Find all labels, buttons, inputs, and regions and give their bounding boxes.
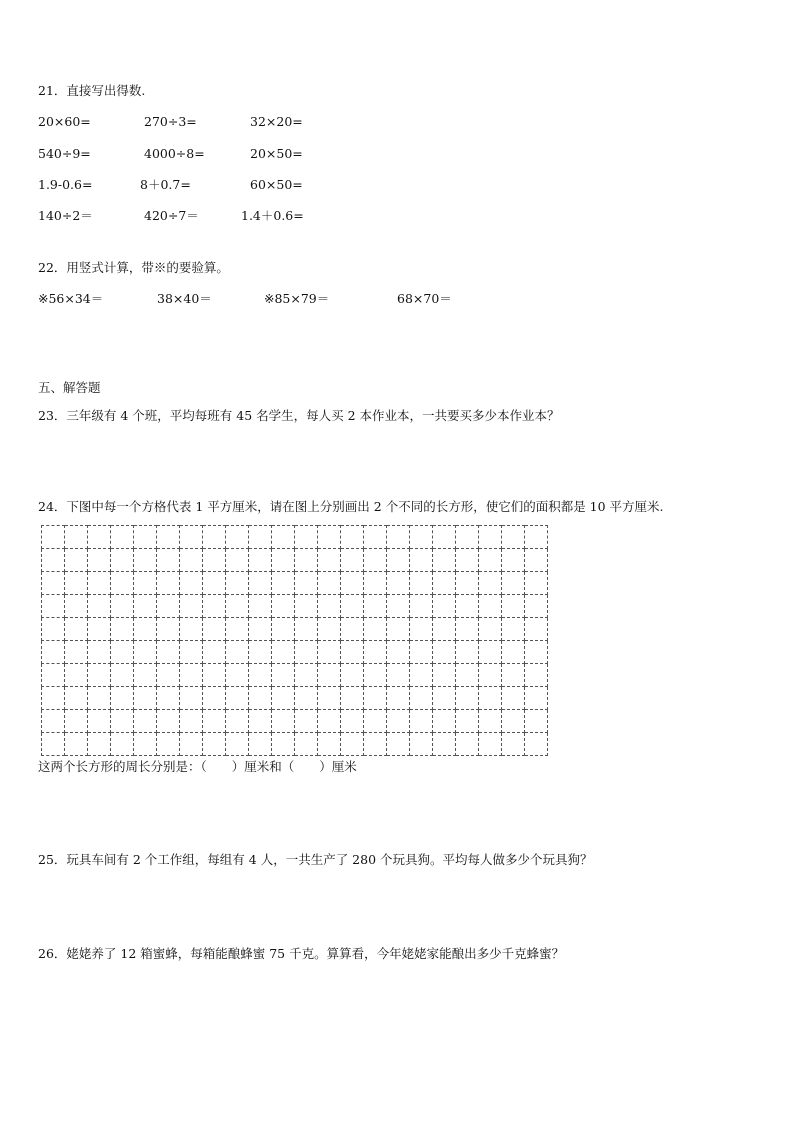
grid-cell[interactable] [318,664,341,687]
q25-text: 25．玩具车间有 2 个工作组，每组有 4 人，一共生产了 280 个玩具狗。平均每人做多少个玩具狗？ [38,852,593,867]
grid-cell[interactable] [295,572,318,595]
q22-item3: ※85×79＝ [264,291,330,306]
grid-cell[interactable] [433,549,456,572]
grid-cell[interactable] [479,641,502,664]
grid-cell[interactable] [387,641,410,664]
grid-cell[interactable] [364,595,387,618]
grid-cell[interactable] [157,710,180,733]
grid-cell[interactable] [157,733,180,756]
grid-cell[interactable] [341,618,364,641]
grid-cell[interactable] [88,664,111,687]
grid-cell[interactable] [226,710,249,733]
q21-row2-item1: 540÷9= [38,146,91,161]
grid-row [42,595,548,618]
grid-cell[interactable] [134,710,157,733]
grid-cell[interactable] [180,618,203,641]
grid-cell[interactable] [502,595,525,618]
grid-cell[interactable] [88,549,111,572]
grid-cell[interactable] [387,618,410,641]
grid-cell[interactable] [364,618,387,641]
grid-cell[interactable] [180,595,203,618]
grid-cell[interactable] [157,687,180,710]
grid-cell[interactable] [525,687,548,710]
grid-cell[interactable] [88,526,111,549]
grid-cell[interactable] [456,618,479,641]
grid-cell[interactable] [318,526,341,549]
grid-cell[interactable] [203,687,226,710]
grid-cell[interactable] [134,641,157,664]
grid-cell[interactable] [502,572,525,595]
grid-cell[interactable] [88,687,111,710]
grid-cell[interactable] [410,526,433,549]
grid-cell[interactable] [42,664,65,687]
grid-cell[interactable] [433,733,456,756]
grid-cell[interactable] [479,618,502,641]
grid-cell[interactable] [433,687,456,710]
grid-cell[interactable] [157,549,180,572]
grid-row [42,687,548,710]
grid-cell[interactable] [479,687,502,710]
grid-cell[interactable] [226,595,249,618]
grid-cell[interactable] [341,572,364,595]
grid-cell[interactable] [456,710,479,733]
grid-cell[interactable] [65,687,88,710]
grid-cell[interactable] [318,572,341,595]
grid-cell[interactable] [525,549,548,572]
grid-cell[interactable] [111,595,134,618]
grid-cell[interactable] [203,733,226,756]
grid-cell[interactable] [318,618,341,641]
grid-cell[interactable] [433,595,456,618]
grid-cell[interactable] [387,687,410,710]
q26-text: 26．姥姥养了 12 箱蜜蜂，每箱能酿蜂蜜 75 千克。算算看，今年姥姥家能酿出多少千克蜂蜜？ [38,946,565,961]
grid-cell[interactable] [410,595,433,618]
grid-cell[interactable] [42,526,65,549]
grid-cell[interactable] [341,526,364,549]
square-grid[interactable] [41,525,548,756]
grid-cell[interactable] [387,549,410,572]
grid-cell[interactable] [249,549,272,572]
grid-cell[interactable] [410,572,433,595]
grid-cell[interactable] [111,549,134,572]
grid-cell[interactable] [341,664,364,687]
grid-cell[interactable] [249,710,272,733]
grid-cell[interactable] [502,733,525,756]
grid-cell[interactable] [456,733,479,756]
grid-cell[interactable] [111,526,134,549]
q21-row3-item2: 8＋0.7= [140,177,191,192]
grid-cell[interactable] [387,595,410,618]
grid-cell[interactable] [65,572,88,595]
grid-cell[interactable] [180,733,203,756]
grid-cell[interactable] [364,549,387,572]
grid-cell[interactable] [157,618,180,641]
grid-cell[interactable] [226,618,249,641]
grid-cell[interactable] [111,572,134,595]
grid-cell[interactable] [226,549,249,572]
grid-cell[interactable] [410,733,433,756]
q21-row1-item1: 20×60= [38,114,91,129]
q21-title: 21．直接写出得数. [38,83,146,98]
grid-cell[interactable] [364,733,387,756]
grid-cell[interactable] [42,641,65,664]
grid-cell[interactable] [318,733,341,756]
grid-cell[interactable] [226,526,249,549]
grid-row [42,618,548,641]
grid-cell[interactable] [111,710,134,733]
q22-title: 22．用竖式计算，带※的要验算。 [38,260,229,275]
grid-cell[interactable] [410,687,433,710]
grid-cell[interactable] [134,549,157,572]
grid-cell[interactable] [134,572,157,595]
grid-cell[interactable] [364,572,387,595]
grid-cell[interactable] [157,664,180,687]
grid-cell[interactable] [295,733,318,756]
grid-cell[interactable] [134,526,157,549]
grid-row [42,710,548,733]
grid-cell[interactable] [88,733,111,756]
grid-cell[interactable] [180,641,203,664]
grid-cell[interactable] [479,572,502,595]
grid-cell[interactable] [42,549,65,572]
grid-cell[interactable] [249,664,272,687]
grid-cell[interactable] [249,687,272,710]
grid-cell[interactable] [502,641,525,664]
grid-cell[interactable] [502,687,525,710]
grid-cell[interactable] [226,733,249,756]
q21-row1-item2: 270÷3= [144,114,197,129]
grid-cell[interactable] [295,549,318,572]
grid-cell[interactable] [525,572,548,595]
grid-cell[interactable] [111,733,134,756]
grid-cell[interactable] [65,733,88,756]
q24-text: 24．下图中每一个方格代表 1 平方厘米，请在图上分别画出 2 个不同的长方形，使它们的面积都是 10 平方厘米. [38,499,664,514]
grid-cell[interactable] [203,710,226,733]
grid-cell[interactable] [525,710,548,733]
q22-item4: 68×70＝ [397,291,452,306]
grid-cell[interactable] [88,572,111,595]
grid-cell[interactable] [180,526,203,549]
q24-answer-line: 这两个长方形的周长分别是：（ ）厘米和（ ）厘米 [38,759,357,774]
grid-row [42,526,548,549]
grid-cell[interactable] [134,687,157,710]
grid-cell[interactable] [456,641,479,664]
grid-cell[interactable] [180,664,203,687]
grid-cell[interactable] [88,641,111,664]
grid-cell[interactable] [295,641,318,664]
grid-cell[interactable] [502,549,525,572]
grid-cell[interactable] [341,710,364,733]
grid-cell[interactable] [65,618,88,641]
grid-cell[interactable] [525,733,548,756]
q21-row1-item3: 32×20= [250,114,303,129]
grid-cell[interactable] [364,526,387,549]
grid-cell[interactable] [249,641,272,664]
grid-cell[interactable] [364,710,387,733]
grid-cell[interactable] [157,572,180,595]
grid-cell[interactable] [525,641,548,664]
grid-cell[interactable] [88,710,111,733]
grid-cell[interactable] [456,687,479,710]
grid-cell[interactable] [318,641,341,664]
grid-cell[interactable] [410,549,433,572]
grid-cell[interactable] [364,664,387,687]
grid-cell[interactable] [433,641,456,664]
grid-cell[interactable] [341,549,364,572]
grid-cell[interactable] [249,572,272,595]
grid-cell[interactable] [272,641,295,664]
grid-cell[interactable] [157,526,180,549]
grid-row [42,641,548,664]
q23-text: 23．三年级有 4 个班，平均每班有 45 名学生，每人买 2 本作业本，一共要买多少本作业本？ [38,408,560,423]
q21-row4-item3: 1.4＋0.6= [241,208,304,223]
grid-cell[interactable] [295,664,318,687]
q22-item2: 38×40＝ [157,291,212,306]
grid-cell[interactable] [272,710,295,733]
q21-row2-item3: 20×50= [250,146,303,161]
grid-cell[interactable] [42,595,65,618]
grid-cell[interactable] [502,618,525,641]
grid-cell[interactable] [318,710,341,733]
grid-cell[interactable] [318,549,341,572]
grid-cell[interactable] [341,687,364,710]
grid-cell[interactable] [272,664,295,687]
grid-cell[interactable] [272,687,295,710]
grid-cell[interactable] [525,595,548,618]
grid-cell[interactable] [502,526,525,549]
grid-cell[interactable] [111,664,134,687]
grid-cell[interactable] [203,618,226,641]
grid-cell[interactable] [226,572,249,595]
grid-cell[interactable] [410,710,433,733]
q22-item1: ※56×34＝ [38,291,104,306]
grid-cell[interactable] [456,664,479,687]
grid-cell[interactable] [42,733,65,756]
grid-cell[interactable] [249,618,272,641]
grid-cell[interactable] [272,733,295,756]
q21-row2-item2: 4000÷8= [144,146,205,161]
grid-cell[interactable] [387,526,410,549]
grid-cell[interactable] [295,526,318,549]
grid-cell[interactable] [433,618,456,641]
grid-cell[interactable] [433,710,456,733]
grid-cell[interactable] [88,618,111,641]
grid-cell[interactable] [42,687,65,710]
grid-cell[interactable] [65,526,88,549]
grid-cell[interactable] [387,733,410,756]
grid-cell[interactable] [410,664,433,687]
q21-row3-item1: 1.9-0.6= [38,177,93,192]
grid-cell[interactable] [203,641,226,664]
grid-cell[interactable] [410,641,433,664]
grid-cell[interactable] [456,549,479,572]
grid-cell[interactable] [180,710,203,733]
grid-cell[interactable] [180,572,203,595]
grid-cell[interactable] [226,641,249,664]
grid-cell[interactable] [203,595,226,618]
grid-cell[interactable] [502,710,525,733]
grid-cell[interactable] [134,733,157,756]
grid-cell[interactable] [157,595,180,618]
grid-cell[interactable] [249,733,272,756]
grid-cell[interactable] [387,572,410,595]
grid-cell[interactable] [134,595,157,618]
grid-cell[interactable] [42,618,65,641]
grid-cell[interactable] [111,687,134,710]
grid-row [42,733,548,756]
q21-row3-item3: 60×50= [250,177,303,192]
grid-cell[interactable] [525,618,548,641]
grid-cell[interactable] [42,572,65,595]
grid-cell[interactable] [479,595,502,618]
grid-cell[interactable] [410,618,433,641]
grid-cell[interactable] [387,710,410,733]
grid-cell[interactable] [364,641,387,664]
grid-cell[interactable] [42,710,65,733]
grid-cell[interactable] [318,595,341,618]
grid-cell[interactable] [433,664,456,687]
grid-cell[interactable] [226,664,249,687]
grid-cell[interactable] [272,549,295,572]
grid-cell[interactable] [65,641,88,664]
grid-cell[interactable] [203,549,226,572]
grid-cell[interactable] [479,664,502,687]
grid-cell[interactable] [111,618,134,641]
grid-cell[interactable] [341,595,364,618]
grid-cell[interactable] [180,687,203,710]
grid-cell[interactable] [433,572,456,595]
grid-cell[interactable] [525,526,548,549]
grid-cell[interactable] [295,618,318,641]
grid-cell[interactable] [65,549,88,572]
grid-cell[interactable] [295,595,318,618]
grid-cell[interactable] [134,664,157,687]
grid-cell[interactable] [272,526,295,549]
grid-cell[interactable] [479,526,502,549]
grid-cell[interactable] [272,618,295,641]
grid-cell[interactable] [134,618,157,641]
grid-row [42,572,548,595]
q21-row4-item2: 420÷7＝ [144,208,199,223]
grid-cell[interactable] [525,664,548,687]
grid-cell[interactable] [456,526,479,549]
grid-cell[interactable] [456,572,479,595]
grid-cell[interactable] [111,641,134,664]
grid-cell[interactable] [456,595,479,618]
grid-cell[interactable] [479,549,502,572]
grid-cell[interactable] [226,687,249,710]
grid-cell[interactable] [203,572,226,595]
grid-cell[interactable] [295,687,318,710]
grid-cell[interactable] [479,710,502,733]
grid-row [42,664,548,687]
grid-cell[interactable] [65,595,88,618]
grid-cell[interactable] [249,526,272,549]
grid-cell[interactable] [295,710,318,733]
grid-row [42,549,548,572]
grid-cell[interactable] [203,526,226,549]
grid-cell[interactable] [203,664,226,687]
grid-cell[interactable] [249,595,272,618]
grid-cell[interactable] [88,595,111,618]
grid-cell[interactable] [341,733,364,756]
grid-cell[interactable] [272,572,295,595]
grid-cell[interactable] [157,641,180,664]
grid-cell[interactable] [364,687,387,710]
grid-cell[interactable] [65,710,88,733]
grid-cell[interactable] [65,664,88,687]
grid-cell[interactable] [180,549,203,572]
q21-row4-item1: 140÷2＝ [38,208,93,223]
grid-cell[interactable] [341,641,364,664]
grid-cell[interactable] [318,687,341,710]
grid-cell[interactable] [433,526,456,549]
grid-cell[interactable] [479,733,502,756]
grid-cell[interactable] [502,664,525,687]
section5-title: 五、解答题 [38,380,101,395]
grid-cell[interactable] [272,595,295,618]
grid-cell[interactable] [387,664,410,687]
